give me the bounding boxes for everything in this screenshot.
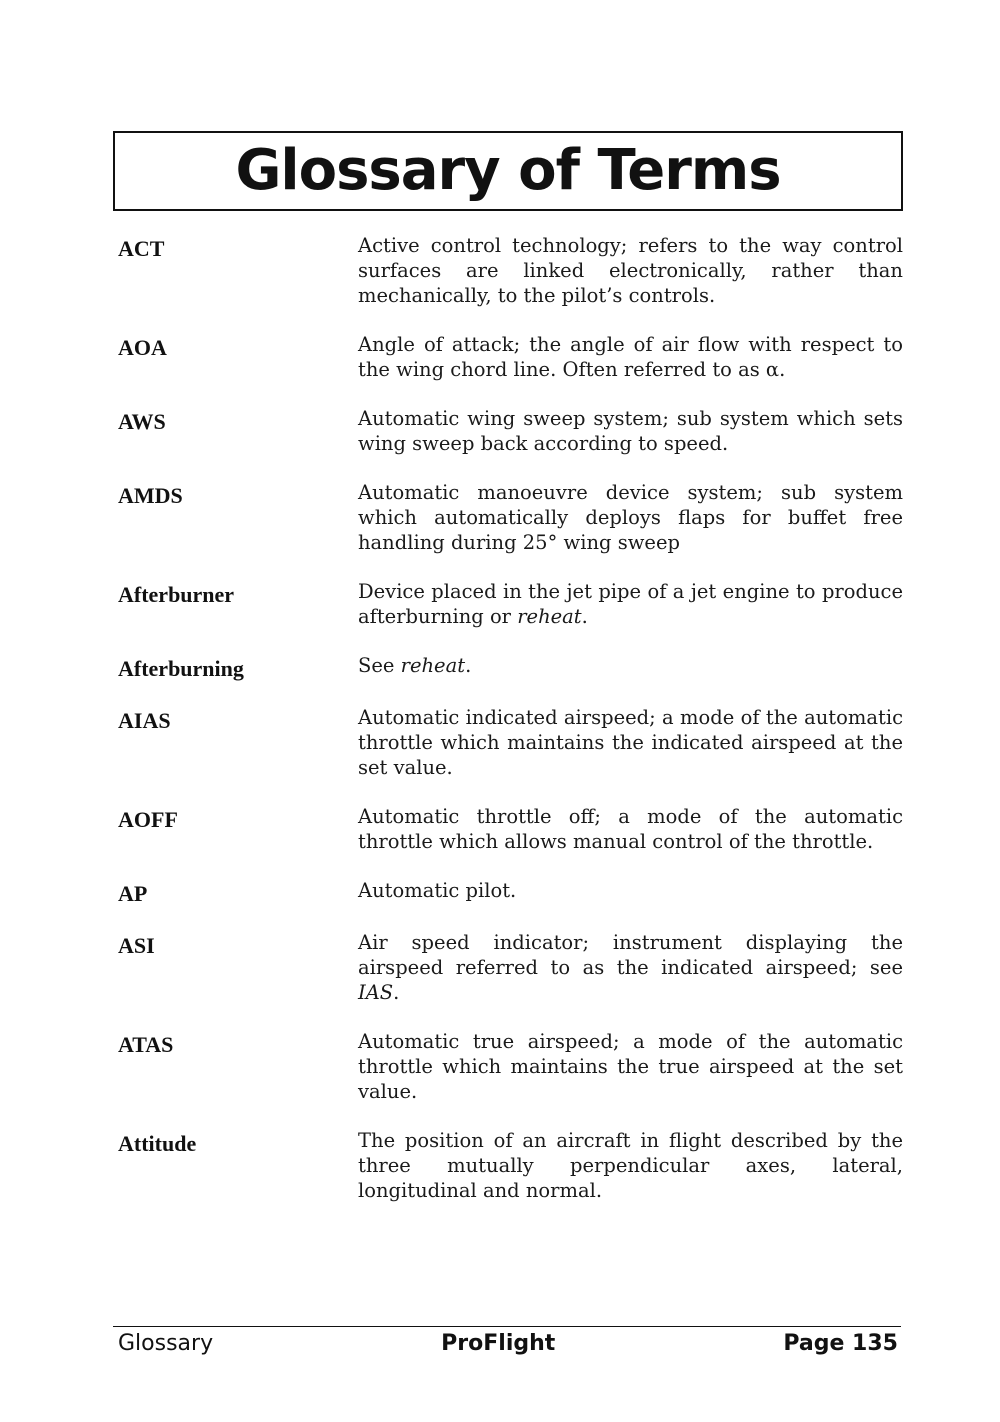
definition-text: . (581, 605, 588, 628)
definition-emphasis: IAS (358, 981, 394, 1004)
glossary-entry (118, 480, 903, 555)
glossary-term: Afterburning (118, 656, 244, 681)
glossary-definition (358, 480, 903, 555)
glossary-term: ACT (118, 236, 165, 261)
glossary-entry (118, 579, 903, 629)
glossary-entry (118, 653, 903, 681)
definition-text: Device placed in the jet pipe of a jet engine to produce afterburning or (358, 580, 903, 628)
definition-text: See (358, 654, 401, 677)
glossary-entry (118, 878, 903, 906)
glossary-entry (118, 233, 903, 308)
glossary-entry (118, 332, 903, 382)
glossary-list (118, 233, 903, 1227)
definition-text: Automatic true airspeed; a mode of the automatic throttle which maintains the true airspeed at the set value. (358, 1030, 903, 1103)
definition-text: Automatic wing sweep system; sub system which sets wing sweep back according to speed. (358, 407, 903, 455)
glossary-definition (358, 1128, 903, 1203)
glossary-entry (118, 1128, 903, 1203)
definition-text: Angle of attack; the angle of air flow with respect to the wing chord line. Often referred to as α. (358, 333, 903, 381)
footer-page-number: Page 135 (783, 1331, 898, 1356)
footer-product: ProFlight (441, 1331, 556, 1356)
glossary-entry (118, 705, 903, 780)
glossary-term: Afterburner (118, 582, 235, 607)
page-footer (118, 1331, 898, 1356)
glossary-term: AOFF (118, 807, 178, 832)
glossary-entry (118, 406, 903, 456)
glossary-entry (118, 804, 903, 854)
definition-text: Automatic throttle off; a mode of the automatic throttle which allows manual control of the throttle. (358, 805, 903, 853)
glossary-definition (358, 1029, 903, 1104)
glossary-entry (118, 1029, 903, 1104)
definition-text: . (393, 981, 400, 1004)
glossary-definition (358, 878, 903, 903)
glossary-definition (358, 233, 903, 308)
glossary-definition (358, 804, 903, 854)
footer-section: Glossary (118, 1331, 214, 1356)
glossary-term: ATAS (118, 1032, 174, 1057)
definition-text: Automatic indicated airspeed; a mode of the automatic throttle which maintains the indicated airspeed at the set value. (358, 706, 903, 779)
glossary-term: AOA (118, 335, 167, 360)
glossary-definition (358, 406, 903, 456)
definition-text: Automatic pilot. (358, 879, 517, 902)
glossary-definition (358, 332, 903, 382)
glossary-definition (358, 653, 903, 678)
definition-text: Air speed indicator; instrument displaying the airspeed referred to as the indicated airspeed; see (358, 931, 903, 979)
definition-text: Automatic manoeuvre device system; sub system which automatically deploys flaps for buffet free handling during 25° wing sweep (358, 481, 903, 554)
glossary-term: AWS (118, 409, 166, 434)
page-title: Glossary of Terms (235, 138, 781, 203)
footer-divider (113, 1326, 901, 1327)
title-box (113, 131, 903, 211)
glossary-term: AIAS (118, 708, 171, 733)
glossary-term: AP (118, 881, 148, 906)
definition-text: . (465, 654, 472, 677)
glossary-term: AMDS (118, 483, 183, 508)
definition-text: The position of an aircraft in flight described by the three mutually perpendicular axes, lateral, longitudinal and normal. (358, 1129, 903, 1202)
glossary-entry (118, 930, 903, 1005)
glossary-term: ASI (118, 933, 155, 958)
definition-emphasis: reheat (400, 654, 466, 677)
glossary-definition (358, 579, 903, 629)
glossary-definition (358, 930, 903, 1005)
glossary-definition (358, 705, 903, 780)
definition-text: Active control technology; refers to the way control surfaces are linked electronically, rather than mechanically, to the pilot’s controls. (358, 234, 903, 307)
glossary-term: Attitude (118, 1131, 197, 1156)
definition-emphasis: reheat (517, 605, 582, 628)
